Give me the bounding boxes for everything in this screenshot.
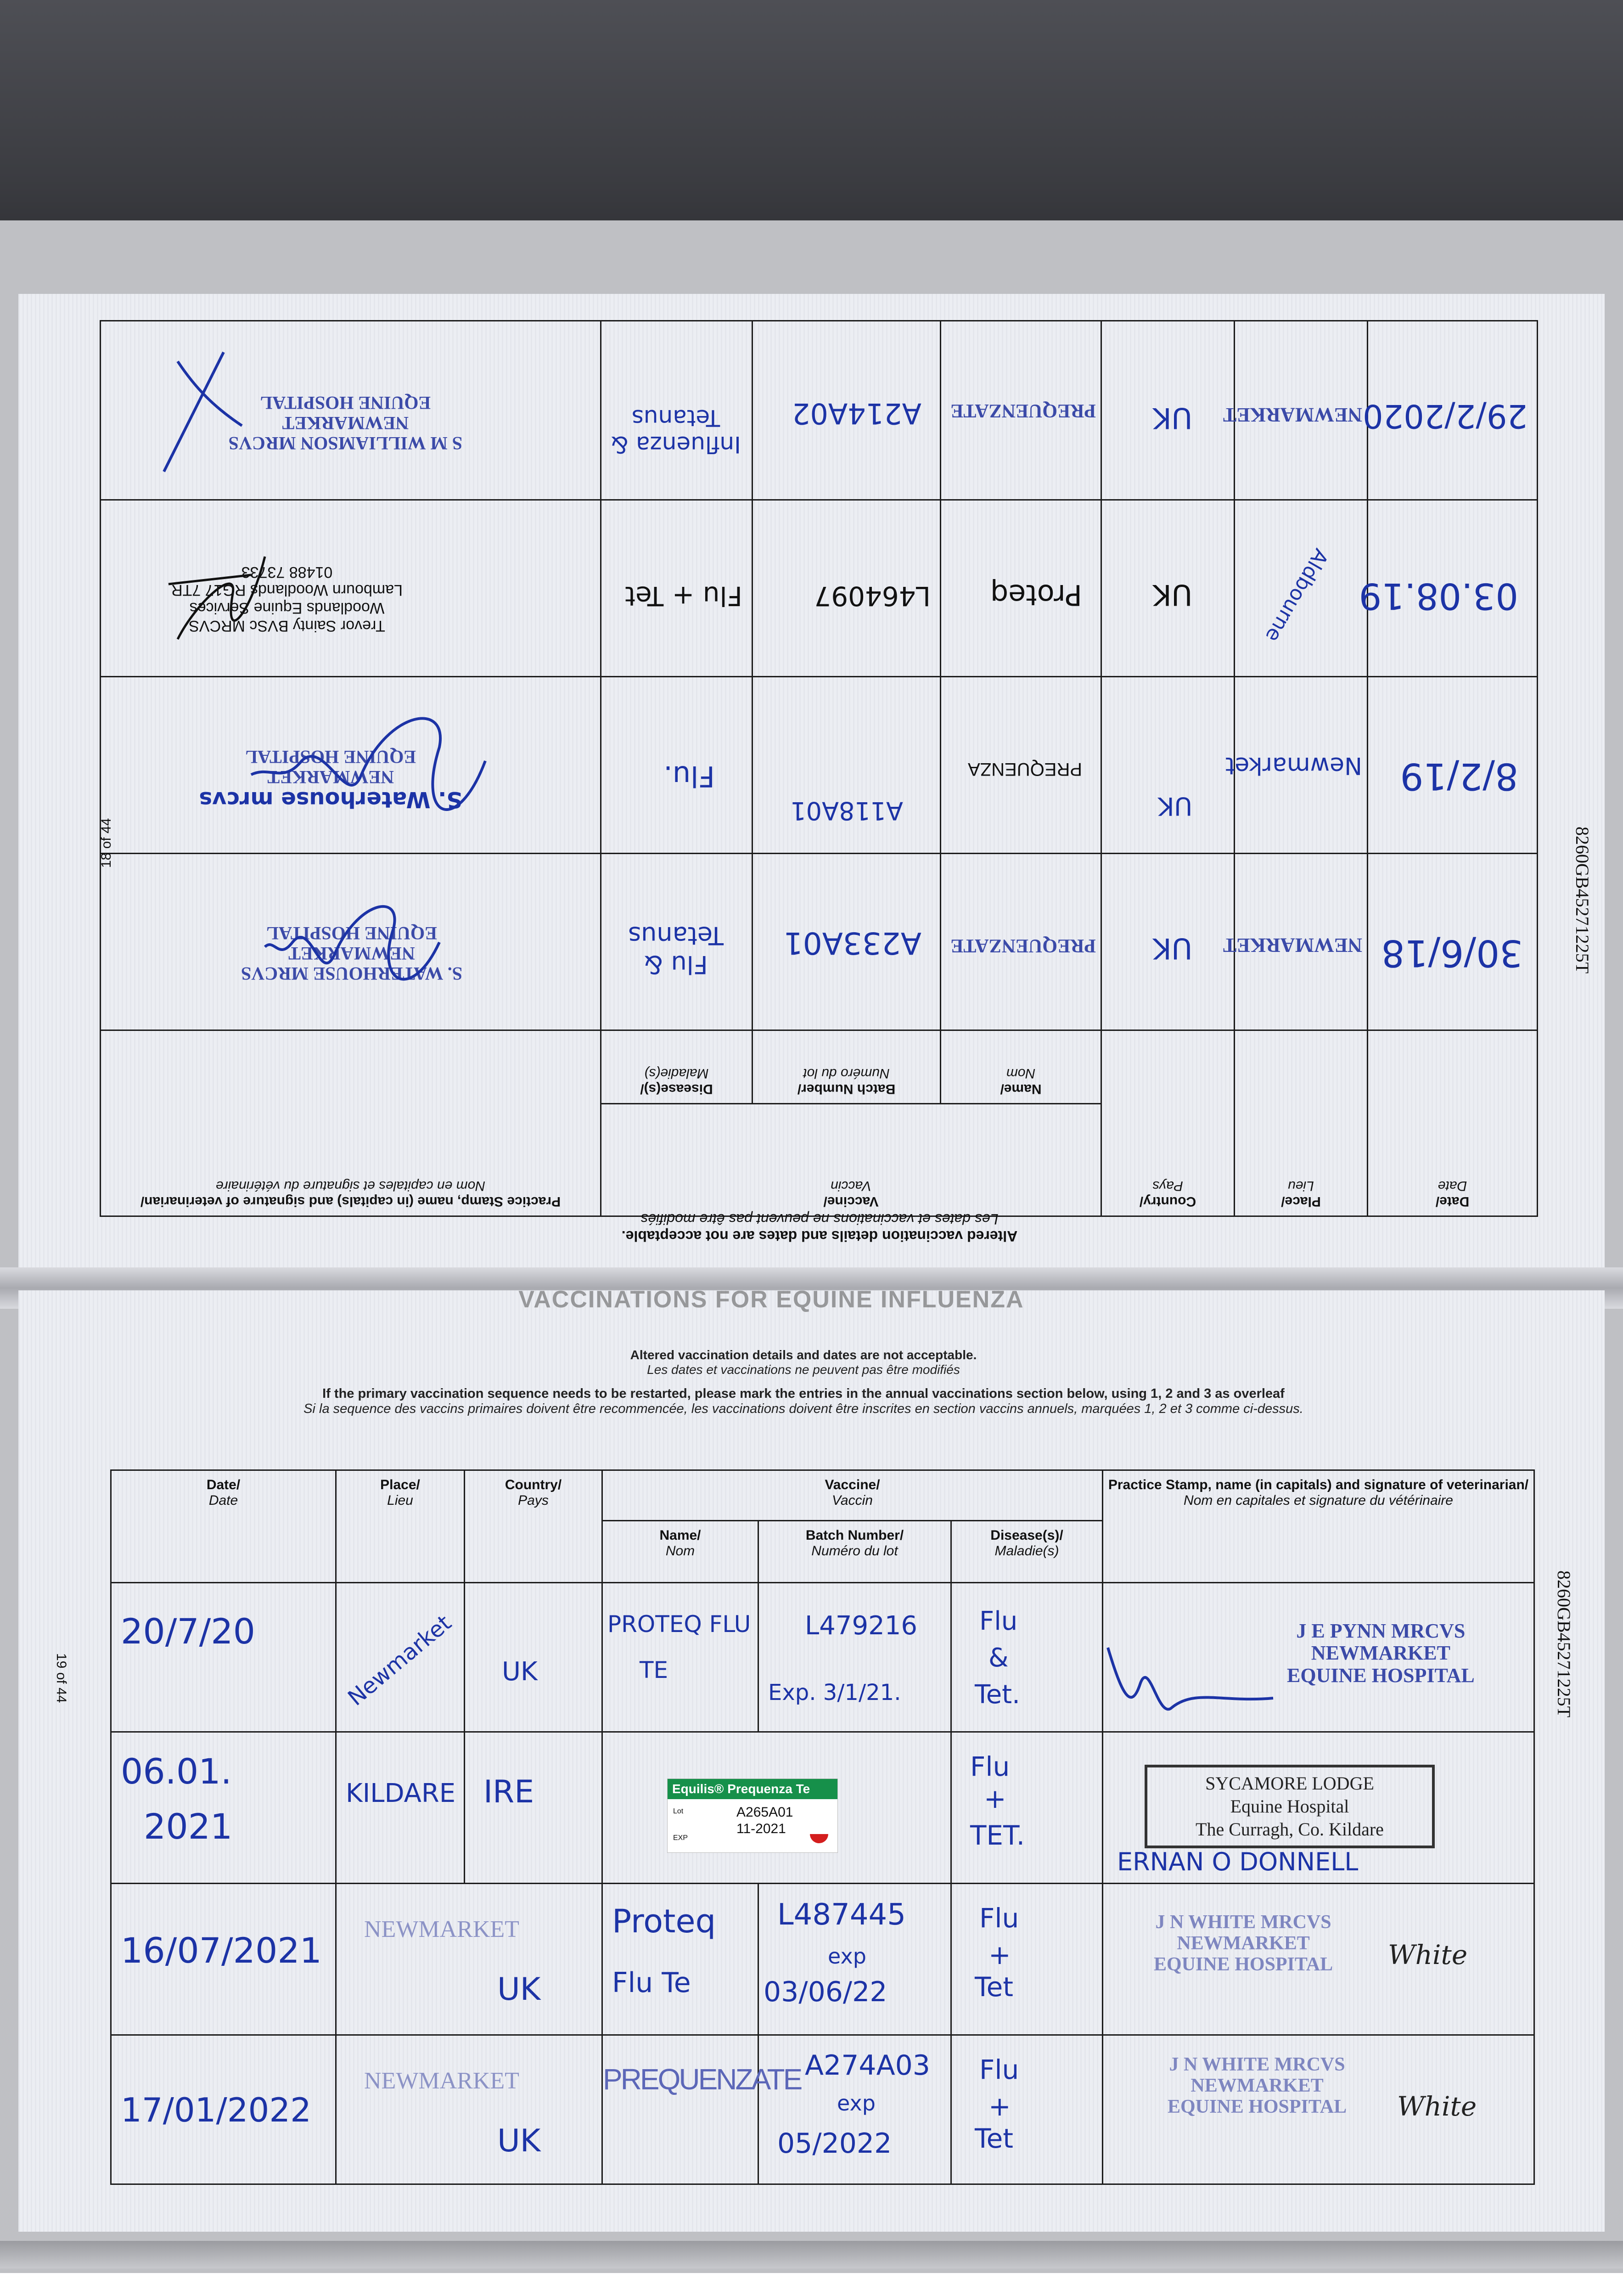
- cell-place: Aldbourne: [1235, 500, 1368, 677]
- cell-disease: Flu.: [601, 677, 753, 854]
- sleeve-edge: [0, 2241, 1623, 2268]
- header-disease: Disease(s)/ Maladie(s): [601, 1030, 753, 1104]
- table-row: [111, 1732, 1534, 1884]
- header-stamp: Practice Stamp, name (in capitals) and signature of veterinarian/ Nom en capitales et signature du vétérinaire: [1103, 1470, 1534, 1583]
- cell-country: UK: [1101, 677, 1235, 854]
- cell-batch: A274A03 exp 05/2022: [758, 2035, 951, 2184]
- cell-name: PREQUENZATE: [941, 321, 1101, 500]
- cell-name: Proteq Flu Te: [602, 1884, 758, 2035]
- cell-place: NEWMARKET: [1235, 321, 1368, 500]
- vaccination-table-p18: [100, 320, 1538, 1217]
- cell-date: 06.01. 2021: [111, 1732, 336, 1884]
- header-disease: Disease(s)/ Maladie(s): [951, 1521, 1103, 1583]
- signature-icon: [242, 683, 499, 839]
- signature-icon: [1103, 1638, 1278, 1730]
- cell-vet: S. WATERHOUSE MRCVS NEWMARKET EQUINE HOSPITAL: [101, 854, 601, 1030]
- cell-disease: Flu + Tet: [951, 2035, 1103, 2184]
- cell-vet: S. Waterhouse mrcvs NEWMARKET EQUINE HOSPITAL: [101, 677, 601, 854]
- table-row: [101, 854, 1538, 1030]
- passport-id-p19: 8260GB45271225T: [1554, 1570, 1574, 1717]
- cell-place-country: NEWMARKET UK: [336, 1884, 602, 2035]
- signature-icon: [150, 343, 251, 481]
- passport-id-p18: 8260GB45271225T: [1572, 827, 1593, 974]
- cell-country: IRE: [465, 1732, 602, 1884]
- sticker-mark-icon: [810, 1834, 828, 1843]
- cell-place: Newmarket: [1235, 677, 1368, 854]
- page-number-p18: 18 of 44: [99, 818, 114, 868]
- cell-place: Newmarket: [336, 1583, 465, 1732]
- cell-date: 17/01/2022: [111, 2035, 336, 2184]
- header-batch: Batch Number/ Numéro du lot: [758, 1521, 951, 1583]
- header-place: Place/ Lieu: [336, 1470, 465, 1583]
- table-row: [101, 500, 1538, 677]
- cell-name: PREQUENZATE: [941, 854, 1101, 1030]
- cell-date: 03.08.19: [1368, 500, 1538, 677]
- signature-icon: [256, 873, 449, 1011]
- cell-country: UK: [465, 1583, 602, 1732]
- cell-batch: A233A01: [753, 854, 941, 1030]
- header-place: Place/ Lieu: [1235, 1030, 1368, 1216]
- notice-p19: Altered vaccination details and dates are not acceptable. Les dates et vaccinations ne peuvent pas être modifiés If the primary vaccination sequence needs to be restarted, please mark the entries in the annual vaccinations section below, using 1, 2 and 3 as overleaf Si la sequence des vaccins primaires doivent être recommencée, les vaccinations doivent être inscrites en section vaccins annuels, marquées 1, 2 et 3 comme ci-dessus.: [303, 1348, 1303, 1416]
- table-row: [111, 1583, 1534, 1732]
- page-number-p19: 19 of 44: [54, 1653, 69, 1703]
- cell-disease: Flu + Tet: [951, 1884, 1103, 2035]
- header-date: Date/ Date: [1368, 1030, 1538, 1216]
- cell-date: 30/6/18: [1368, 854, 1538, 1030]
- table-row: [111, 2035, 1534, 2184]
- cell-place: KILDARE: [336, 1732, 465, 1884]
- cell-batch: A118A01: [753, 677, 941, 854]
- cell-batch: L487445 exp 03/06/22: [758, 1884, 951, 2035]
- cell-country: UK: [1101, 321, 1235, 500]
- page-18-content: [101, 393, 1538, 1254]
- cell-name: PROTEQ FLU TE: [602, 1583, 758, 1732]
- cell-vet: S M WILLIAMSON MRCVS NEWMARKET EQUINE HOSPITAL: [101, 321, 601, 500]
- vaccination-table-p19: [110, 1469, 1535, 2185]
- cell-disease: Influenza & Tetanus: [601, 321, 753, 500]
- cell-batch: L464097: [753, 500, 941, 677]
- vaccine-sticker: Equilis® Prequenza Te Lot A265A01 11-2021 EXP: [667, 1778, 838, 1853]
- header-vaccine: Vaccine/ Vaccin: [601, 1104, 1101, 1216]
- cell-name: PREQUENZATE: [602, 2035, 758, 2184]
- scan-background: [0, 0, 1623, 257]
- cell-vet: Trevor Sainty BVSc MRCVS Woodlands Equine Services Lambourn Woodlands RG17 7TR 01488 73733: [101, 500, 601, 677]
- cell-date: 8/2/19: [1368, 677, 1538, 854]
- cell-disease: Flu + TET.: [951, 1732, 1103, 1884]
- cell-disease: Flu & Tetanus: [601, 854, 753, 1030]
- practice-stamp: SYCAMORE LODGE Equine Hospital The Curragh, Co. Kildare: [1145, 1765, 1435, 1848]
- cell-name: Proteq: [941, 500, 1101, 677]
- cell-name: PREQUENZA: [941, 677, 1101, 854]
- header-stamp: Practice Stamp, name (in capitals) and signature of veterinarian/ Nom en capitales et signature du vétérinaire: [101, 1030, 601, 1216]
- cell-disease: Flu + Tet: [601, 500, 753, 677]
- cell-name-batch: [602, 1732, 951, 1884]
- cell-date: 29/2/2020: [1368, 321, 1538, 500]
- header-name: Name/ Nom: [602, 1521, 758, 1583]
- header-date: Date/ Date: [111, 1470, 336, 1583]
- cell-batch: A214A02: [753, 321, 941, 500]
- cell-batch: L479216 Exp. 3/1/21.: [758, 1583, 951, 1732]
- header-country: Country/ Pays: [1101, 1030, 1235, 1216]
- cell-date: 20/7/20: [111, 1583, 336, 1732]
- header-vaccine: Vaccine/ Vaccin: [602, 1470, 1103, 1521]
- header-name: Name/ Nom: [941, 1030, 1101, 1104]
- cell-disease: Flu & Tet.: [951, 1583, 1103, 1732]
- cell-vet: J E PYNN MRCVS NEWMARKET EQUINE HOSPITAL: [1103, 1583, 1534, 1732]
- cell-vet: SYCAMORE LODGE Equine Hospital The Curragh, Co. Kildare ERNAN O DONNELL: [1103, 1732, 1534, 1884]
- notice-p18: Altered vaccination details and dates are not acceptable. Les dates et vaccinations ne peuvent pas être modifiés: [621, 1211, 1018, 1244]
- cell-place: NEWMARKET: [1235, 854, 1368, 1030]
- header-country: Country/ Pays: [465, 1470, 602, 1583]
- signature-icon: [159, 547, 279, 667]
- cell-vet: J N WHITE MRCVS NEWMARKET EQUINE HOSPITAL White: [1103, 2035, 1534, 2184]
- table-row: [111, 1884, 1534, 2035]
- page-heading: VACCINATIONS FOR EQUINE INFLUENZA: [518, 1286, 1024, 1313]
- cell-place-country: NEWMARKET UK: [336, 2035, 602, 2184]
- table-row: [101, 321, 1538, 500]
- cell-country: UK: [1101, 500, 1235, 677]
- cell-country: UK: [1101, 854, 1235, 1030]
- table-row: [101, 677, 1538, 854]
- cell-vet: J N WHITE MRCVS NEWMARKET EQUINE HOSPITAL White: [1103, 1884, 1534, 2035]
- cell-date: 16/07/2021: [111, 1884, 336, 2035]
- header-batch: Batch Number/ Numéro du lot: [753, 1030, 941, 1104]
